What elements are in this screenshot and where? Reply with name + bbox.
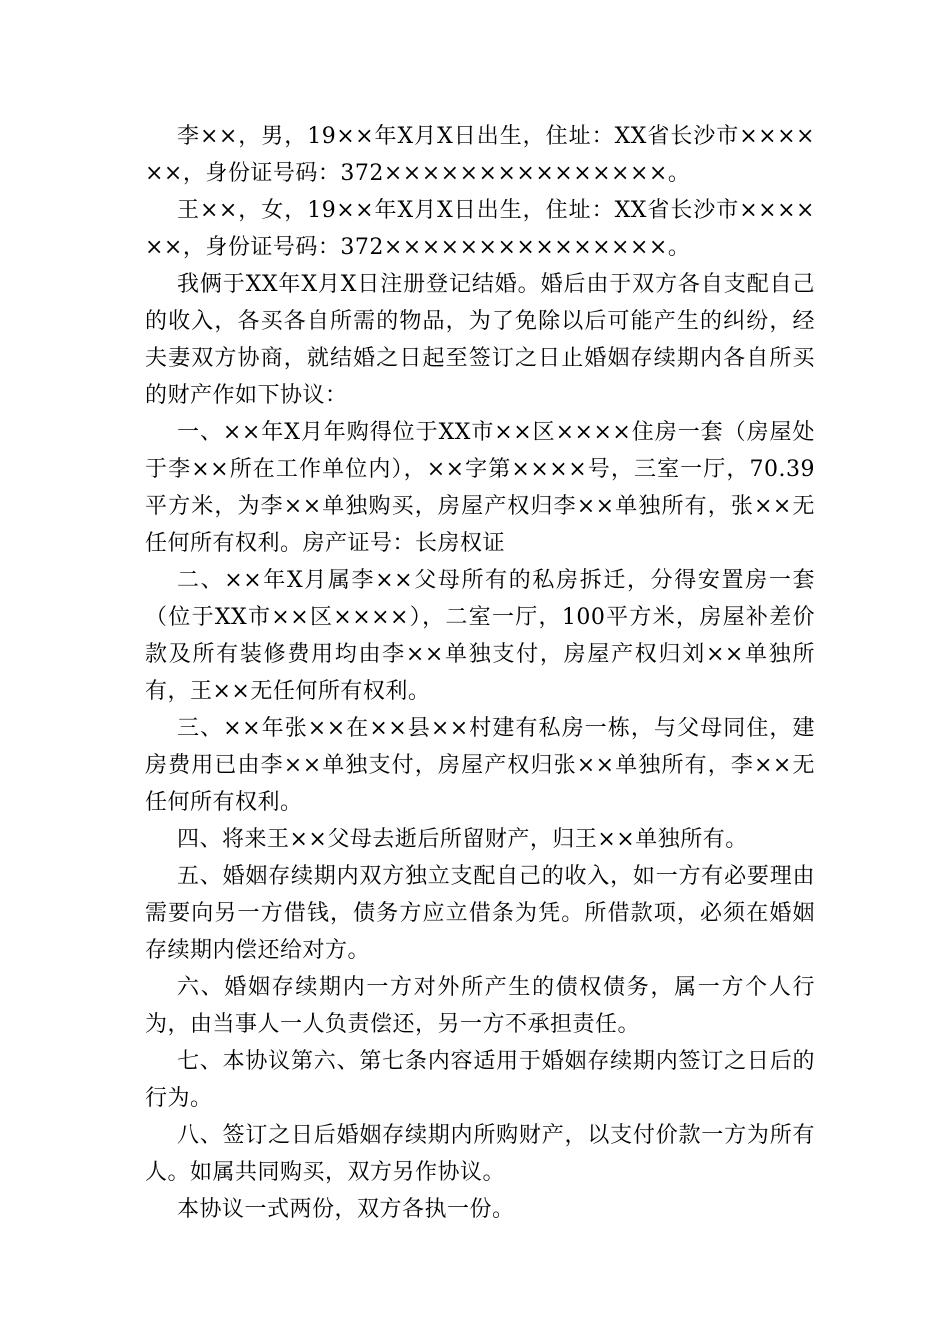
clause-3: 三、××年张××在××县××村建有私房一栋，与父母同住，建房费用已由李××单独支付，房屋产权归张××单独所有，李××无任何所有权利。 <box>145 716 815 815</box>
clause-4: 四、将来王××父母去逝后所留财产，归王××单独所有。 <box>177 827 748 852</box>
clause-5: 五、婚姻存续期内双方独立支配自己的收入，如一方有必要理由需要向另一方借钱，债务方应立借条为凭。所借款项，必须在婚姻存续期内偿还给对方。 <box>145 864 815 963</box>
clause-6: 六、婚姻存续期内一方对外所产生的债权债务，属一方个人行为，由当事人一人负责偿还，另一方不承担责任。 <box>145 975 815 1037</box>
clause-1: 一、××年X月年购得位于XX市××区××××住房一套（房屋处于李××所在工作单位内），××字第××××号，三室一厅，70.39平方米，为李××单独购买，房屋产权归李××单独所有，张××无任何所有权利。房产证号：长房权证 <box>145 420 815 556</box>
party-b-info: 王××，女，19××年X月X日出生，住址：XX省长沙市××××××，身份证号码：372×××××××××××××××。 <box>145 198 815 260</box>
clause-8: 八、签订之日后婚姻存续期内所购财产，以支付价款一方为所有人。如属共同购买，双方另作协议。 <box>145 1123 815 1185</box>
party-a-info: 李××，男，19××年X月X日出生，住址：XX省长沙市××××××，身份证号码：372×××××××××××××××。 <box>145 124 815 186</box>
clause-7: 七、本协议第六、第七条内容适用于婚姻存续期内签订之日后的行为。 <box>145 1049 815 1111</box>
document-body <box>145 118 815 1228</box>
copies-statement: 本协议一式两份，双方各执一份。 <box>177 1197 515 1222</box>
agreement-preamble: 我俩于XX年X月X日注册登记结婚。婚后由于双方各自支配自己的收入，各买各自所需的物品，为了免除以后可能产生的纠纷，经夫妻双方协商，就结婚之日起至签订之日止婚姻存续期内各自所买的财产作如下协议： <box>145 272 815 408</box>
clause-2: 二、××年X月属李××父母所有的私房拆迁，分得安置房一套（位于XX市××区××××），二室一厅，100平方米，房屋补差价款及所有装修费用均由李××单独支付，房屋产权归刘××单独所有，王××无任何所有权利。 <box>145 568 815 704</box>
